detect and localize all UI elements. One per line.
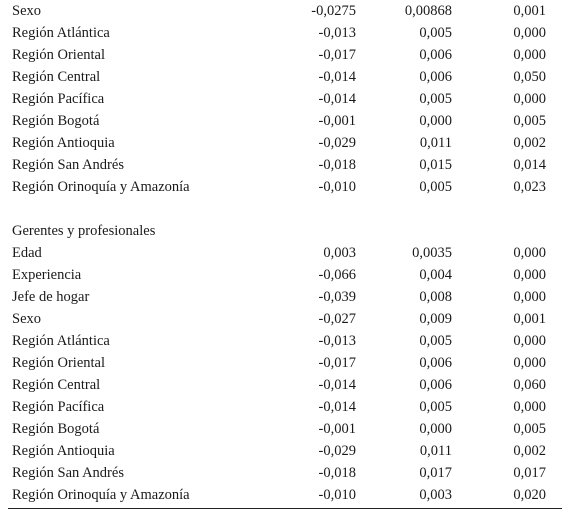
table-row [0, 418, 560, 440]
table-row [0, 264, 560, 286]
table-row [0, 88, 560, 110]
table-row [0, 154, 560, 176]
p-value-cell: 0,000 [513, 333, 546, 349]
coefficient-cell: -0,0275 [311, 3, 356, 19]
coefficient-cell: -0,018 [318, 465, 356, 481]
p-value-cell: 0,002 [513, 443, 546, 459]
std-error-cell: 0,003 [419, 487, 452, 503]
std-error-cell: 0,011 [419, 443, 452, 459]
table-row [0, 484, 560, 506]
table-row [0, 176, 560, 198]
std-error-cell: 0,006 [419, 377, 452, 393]
table-row [0, 242, 560, 264]
std-error-cell: 0,0035 [412, 245, 452, 261]
std-error-cell: 0,009 [419, 311, 452, 327]
row-label: Región Oriental [12, 47, 106, 63]
coefficient-cell: -0,017 [318, 47, 356, 63]
row-label: Región Bogotá [12, 113, 100, 129]
coefficient-cell: -0,014 [318, 91, 356, 107]
p-value-cell: 0,005 [513, 421, 546, 437]
coefficient-cell: -0,017 [318, 355, 356, 371]
std-error-cell: 0,017 [419, 465, 452, 481]
table-row [0, 374, 560, 396]
table-row [0, 66, 560, 88]
row-label: Región Antioquia [12, 135, 115, 151]
coefficient-cell: -0,039 [318, 289, 356, 305]
table-row [0, 110, 560, 132]
std-error-cell: 0,005 [419, 25, 452, 41]
row-label: Sexo [12, 311, 41, 327]
coefficient-cell: -0,029 [318, 135, 356, 151]
table-row [0, 440, 560, 462]
p-value-cell: 0,050 [513, 69, 546, 85]
coefficient-cell: 0,003 [323, 245, 356, 261]
p-value-cell: 0,000 [513, 91, 546, 107]
p-value-cell: 0,000 [513, 267, 546, 283]
std-error-cell: 0,005 [419, 179, 452, 195]
p-value-cell: 0,000 [513, 47, 546, 63]
table-row [0, 22, 560, 44]
coefficient-cell: -0,010 [318, 179, 356, 195]
p-value-cell: 0,000 [513, 355, 546, 371]
coefficient-cell: -0,029 [318, 443, 356, 459]
row-label: Región Central [12, 377, 101, 393]
row-label: Jefe de hogar [12, 289, 90, 305]
row-label: Experiencia [12, 267, 82, 283]
table-bottom-rule [8, 508, 562, 509]
row-label: Región Orinoquía y Amazonía [12, 487, 190, 503]
row-label: Región Pacífica [12, 91, 105, 107]
table-row [0, 132, 560, 154]
coefficient-cell: -0,013 [318, 25, 356, 41]
row-label: Región Pacífica [12, 399, 105, 415]
block-spacer [0, 198, 560, 220]
table-row [0, 396, 560, 418]
coefficient-cell: -0,014 [318, 69, 356, 85]
std-error-cell: 0,00868 [404, 3, 452, 19]
std-error-cell: 0,000 [419, 113, 452, 129]
p-value-cell: 0,002 [513, 135, 546, 151]
coefficient-cell: -0,001 [318, 421, 356, 437]
table-row [0, 44, 560, 66]
p-value-cell: 0,001 [513, 311, 546, 327]
std-error-cell: 0,005 [419, 333, 452, 349]
std-error-cell: 0,006 [419, 69, 452, 85]
table-row [0, 330, 560, 352]
coefficient-cell: -0,066 [318, 267, 356, 283]
table-row [0, 462, 560, 484]
p-value-cell: 0,000 [513, 399, 546, 415]
row-label: Región Atlántica [12, 333, 110, 349]
p-value-cell: 0,000 [513, 25, 546, 41]
section-title: Gerentes y profesionales [12, 223, 156, 239]
table-block-2 [0, 242, 560, 506]
row-label: Región Orinoquía y Amazonía [12, 179, 190, 195]
row-label: Región San Andrés [12, 465, 124, 481]
coefficient-cell: -0,014 [318, 377, 356, 393]
coefficient-cell: -0,027 [318, 311, 356, 327]
std-error-cell: 0,004 [419, 267, 452, 283]
table-row [0, 308, 560, 330]
coefficient-cell: -0,013 [318, 333, 356, 349]
std-error-cell: 0,005 [419, 91, 452, 107]
p-value-cell: 0,023 [513, 179, 546, 195]
coefficient-cell: -0,001 [318, 113, 356, 129]
p-value-cell: 0,000 [513, 245, 546, 261]
p-value-cell: 0,000 [513, 289, 546, 305]
std-error-cell: 0,006 [419, 47, 452, 63]
p-value-cell: 0,060 [513, 377, 546, 393]
p-value-cell: 0,017 [513, 465, 546, 481]
coefficient-cell: -0,018 [318, 157, 356, 173]
std-error-cell: 0,011 [419, 135, 452, 151]
std-error-cell: 0,015 [419, 157, 452, 173]
row-label: Región Central [12, 69, 101, 85]
row-label: Región San Andrés [12, 157, 124, 173]
row-label: Región Atlántica [12, 25, 110, 41]
row-label: Edad [12, 245, 42, 261]
table-row [0, 352, 560, 374]
p-value-cell: 0,005 [513, 113, 546, 129]
table-row [0, 0, 560, 22]
row-label: Región Oriental [12, 355, 106, 371]
std-error-cell: 0,005 [419, 399, 452, 415]
p-value-cell: 0,001 [513, 3, 546, 19]
section-title-row [0, 220, 560, 242]
p-value-cell: 0,020 [513, 487, 546, 503]
row-label: Sexo [12, 3, 41, 19]
std-error-cell: 0,008 [419, 289, 452, 305]
coefficient-cell: -0,010 [318, 487, 356, 503]
row-label: Región Antioquia [12, 443, 115, 459]
row-label: Región Bogotá [12, 421, 100, 437]
p-value-cell: 0,014 [513, 157, 546, 173]
table-row [0, 286, 560, 308]
std-error-cell: 0,006 [419, 355, 452, 371]
coefficient-cell: -0,014 [318, 399, 356, 415]
std-error-cell: 0,000 [419, 421, 452, 437]
table-block-1 [0, 0, 560, 198]
